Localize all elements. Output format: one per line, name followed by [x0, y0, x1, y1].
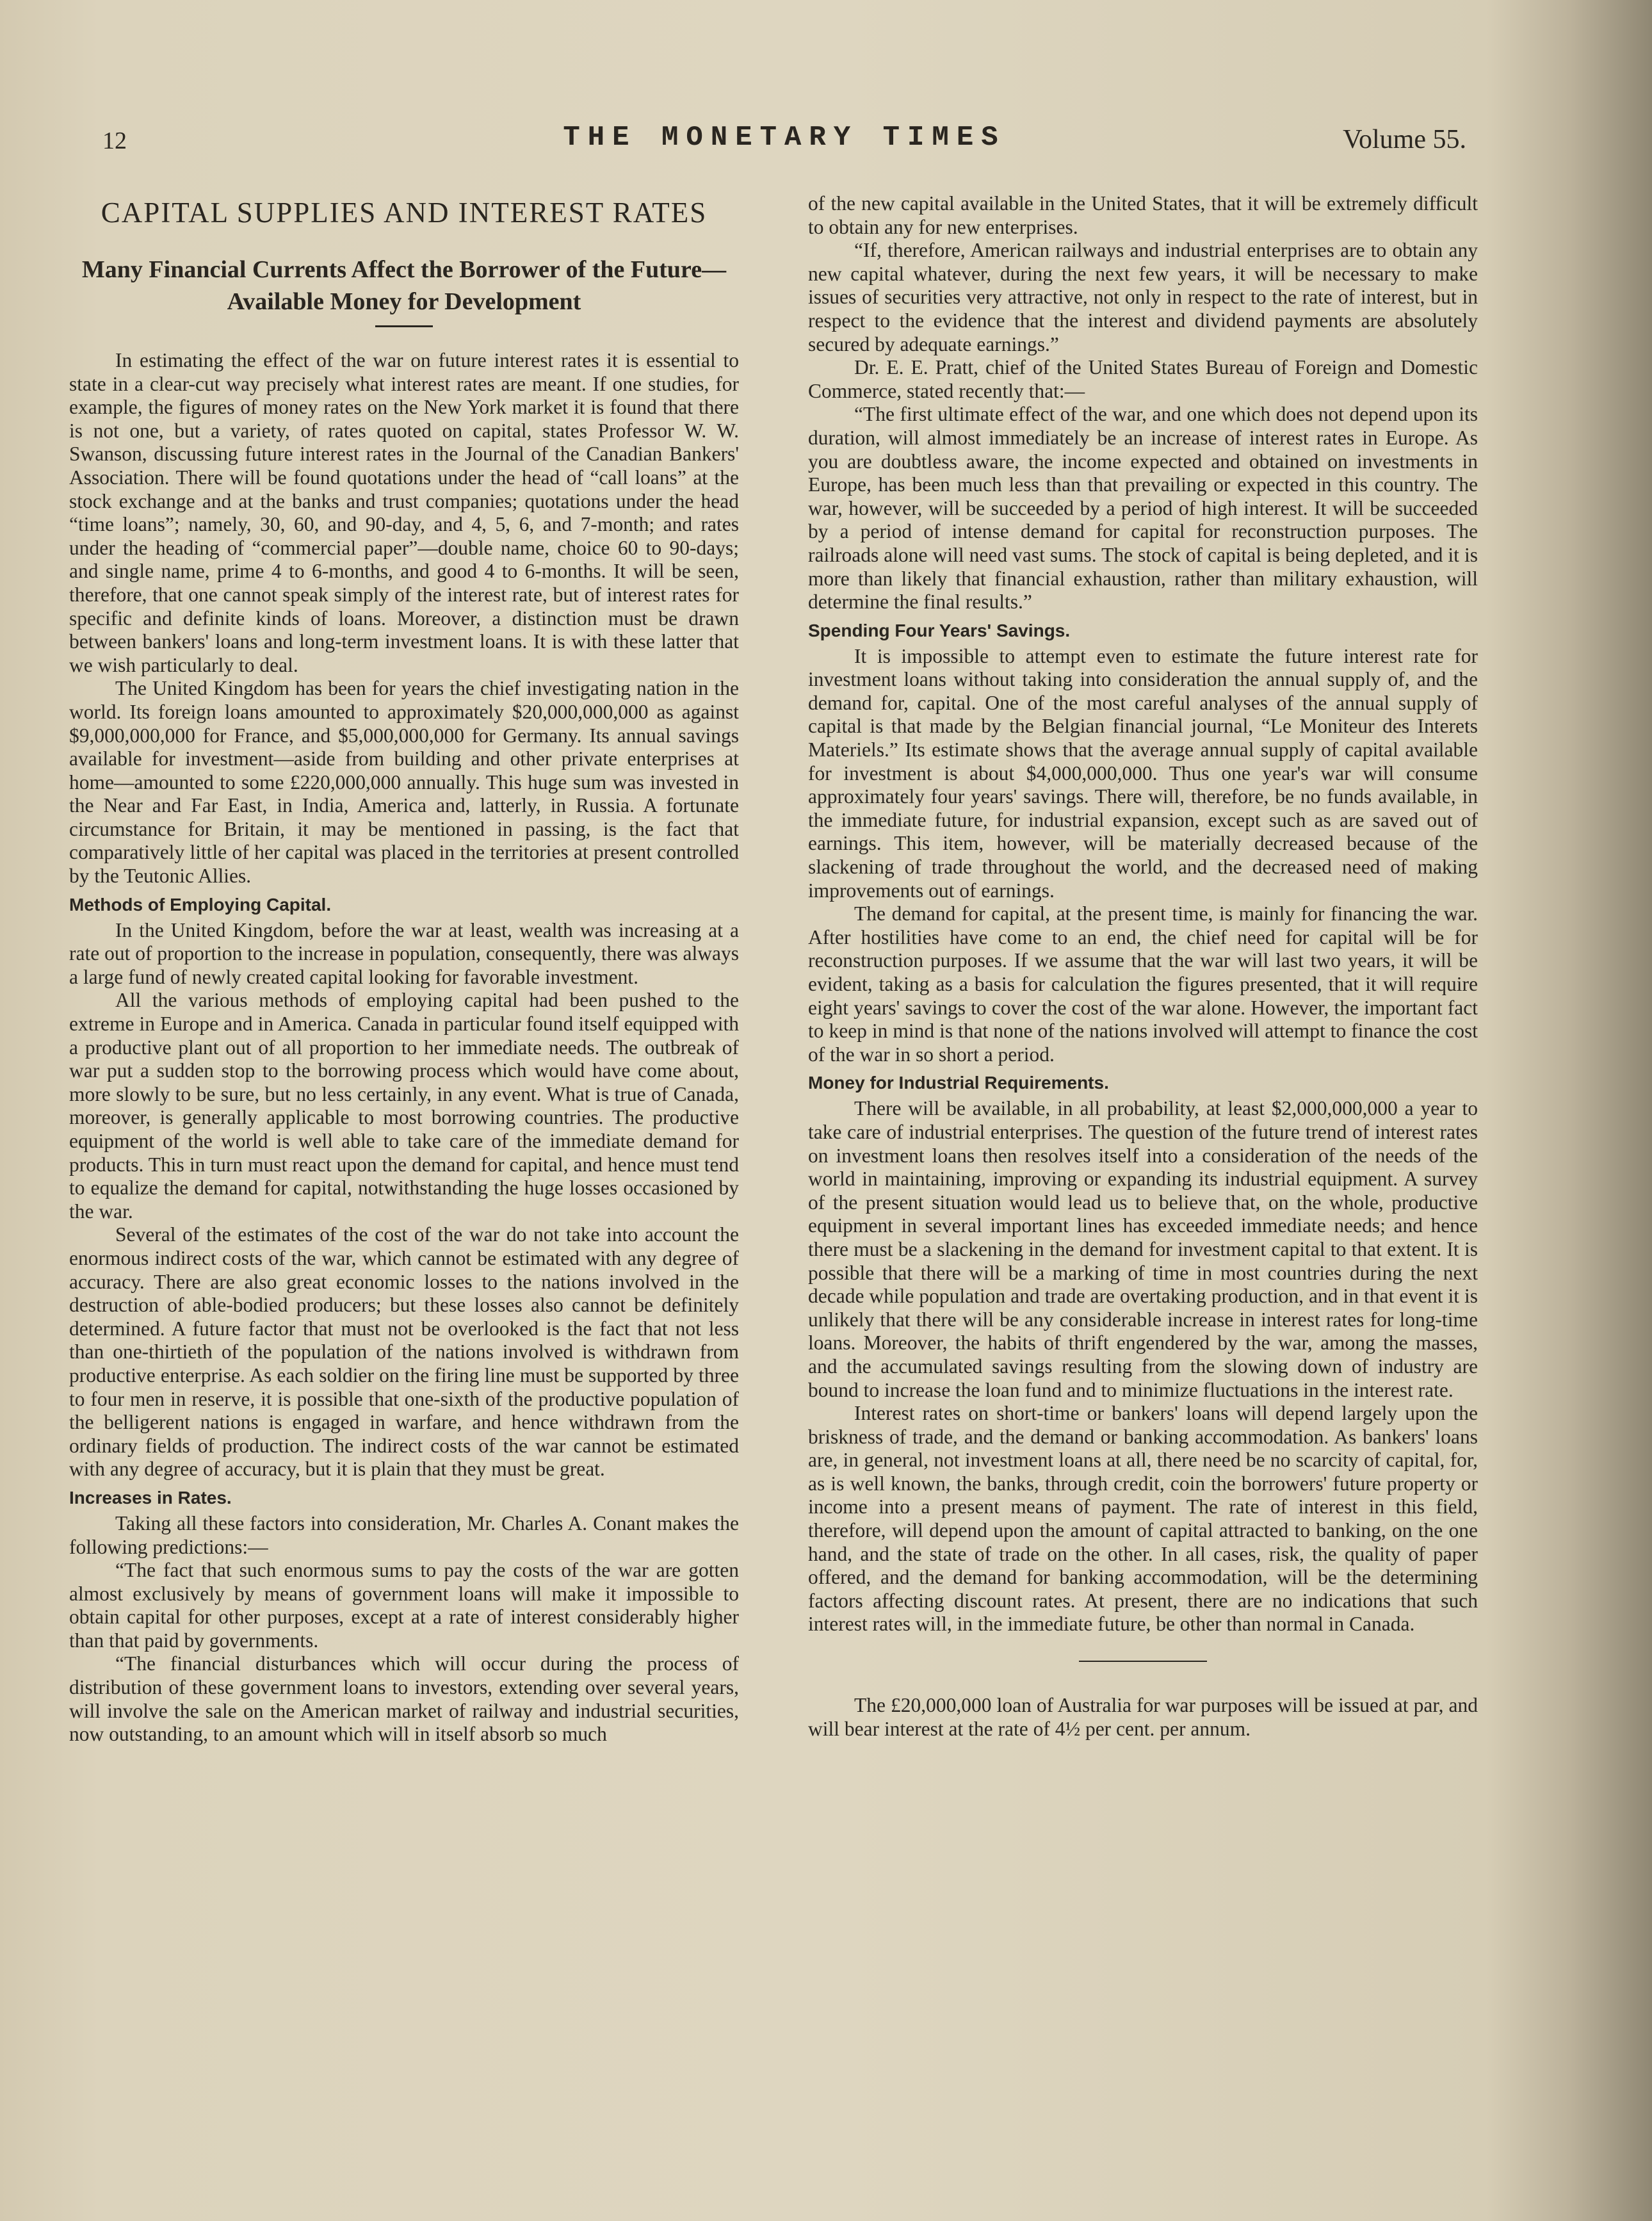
body-paragraph: Several of the estimates of the cost of the war do not take into account the enormous indirect costs of the war, which cannot be estimated with any degree of accuracy. There are also great economic losses to the nations involved in the destruction of able-bodied producers; but these losses also cannot be definitely determined. A future factor that must not be overlooked is the fact that not less than one-thirtieth of the population of the nations involved is withdrawn from productive enterprise. As each soldier on the firing line must be supported by three to four men in reserve, it is possible that one-sixth of the productive population of the belligerent nations is engaged in warfare, and hence withdrawn from the ordinary fields of production. The indirect costs of the war cannot be estimated with any degree of accuracy, but it is plain that they must be great. — [69, 1223, 739, 1481]
journal-title: THE MONETARY TIMES — [563, 122, 1006, 154]
news-note: The £20,000,000 loan of Australia for war purposes will be issued at par, and will bear interest at the rate of 4½ per cent. per annum. — [808, 1694, 1478, 1740]
body-paragraph: Interest rates on short-time or bankers' loans will depend largely upon the briskness of trade, and the demand or banking accommodation. As bankers' loans are, in general, not investment loans at all, there need be no scarcity of capital, for, as is well known, the banks, through credit, coin the borrowers' future property or income into a present means of payment. The rate of interest in this field, therefore, will depend upon the amount of capital attracted to banking, on the one hand, and the state of trade on the other. In all cases, risk, the quality of paper offered, and the demand for banking accommodation, will be the determining factors affecting discount rates. At present, there are no indications that such interest rates will, in the immediate future, be other than normal in Canada. — [808, 1402, 1478, 1636]
section-heading-money: Money for Industrial Requirements. — [808, 1073, 1109, 1093]
continued-paragraph: of the new capital available in the United States, that it will be extremely difficult to obtain any for new enterprises. — [808, 192, 1478, 238]
left-column — [69, 192, 739, 1746]
body-paragraph: In the United Kingdom, before the war at least, wealth was increasing at a rate out of proportion to the increase in population, consequently, there was always a large fund of newly created capital looking for favorable investment. — [69, 918, 739, 988]
right-column — [808, 192, 1478, 1741]
body-paragraph: “The first ultimate effect of the war, and one which does not depend upon its duration, will almost immediately be an increase of interest rates in Europe. As you are doubtless aware, the income expected and obtained on investments in Europe, has been much less than that prevailing or expected in this country. The war, however, will be succeeded by a period of high interest. It will be succeeded by a period of intense demand for capital for reconstruction purposes. The railroads alone will need vast sums. The stock of capital is being depleted, and it is more than likely that financial exhaustion, rather than military exhaustion, will determine the final results.” — [808, 403, 1478, 614]
article-deck: Many Financial Currents Affect the Borrower of the Future—Available Money for Development — [81, 256, 727, 315]
body-paragraph: “If, therefore, American railways and industrial enterprises are to obtain any new capital whatever, during the next few years, it will be necessary to make issues of securities very attractive, not only in respect to the rate of interest, but in respect to the evidence that the interest and dividend payments are absolutely secured by adequate earnings.” — [808, 239, 1478, 355]
body-paragraph: “The fact that such enormous sums to pay the costs of the war are gotten almost exclusively by means of government loans will make it impossible to obtain capital for other purposes, except at a rate of interest considerably higher than that paid by governments. — [69, 1559, 739, 1652]
page-number: 12 — [102, 127, 127, 154]
volume-label: Volume 55. — [1343, 125, 1466, 154]
body-paragraph: Taking all these factors into consideration, Mr. Charles A. Conant makes the following predictions:— — [69, 1511, 739, 1558]
intro-paragraph: The United Kingdom has been for years the chief investigating nation in the world. Its foreign loans amounted to approximately $20,000,000,000 as against $9,000,000,000 for France, and $5,000,000,000 for Germany. Its annual savings available for investment—aside from building and other private enterprises at home—amounted to some £220,000,000 annually. This huge sum was invested in the Near and Far East, in India, America and, latterly, in Russia. A fortunate circumstance for Britain, it may be mentioned in passing, is the fact that comparatively little of her capital was placed in the territories at present controlled by the Teutonic Allies. — [69, 677, 739, 888]
body-paragraph: It is impossible to attempt even to estimate the future interest rate for investment loans without taking into consideration the annual supply of, and the demand for, capital. One of the most careful analyses of the annual supply of capital is that made by the Belgian financial journal, “Le Moniteur des Interets Materiels.” Its estimate shows that the average annual supply of capital available for investment is about $4,000,000,000. Thus one year's war will consume approximately four years' savings. There will, therefore, be no funds available, in the immediate future, for industrial expansion, except such as are saved out of earnings. This item, however, will be materially decreased because of the slackening of trade throughout the world, and the decreased need of making improvements out of earnings. — [808, 644, 1478, 902]
divider-rule — [1079, 1661, 1207, 1662]
section-heading-spending: Spending Four Years' Savings. — [808, 620, 1071, 640]
intro-paragraph: In estimating the effect of the war on future interest rates it is essential to state in a clear-cut way precisely what interest rates are meant. If one studies, for example, the figures of money rates on the New York market it is found that there is not one, but a variety, of rates quoted on capital, states Professor W. W. Swanson, discussing future interest rates in the Journal of the Canadian Bankers' Association. There will be found quotations under the head of “call loans” at the stock exchange and at the banks and trust companies; quotations under the head “time loans”; namely, 30, 60, and 90-day, and 4, 5, 6, and 7-month; and rates under the heading of “commercial paper”—double name, choice 60 to 90-days; and single name, prime 4 to 6-months, and good 4 to 6-months. It will be seen, therefore, that one cannot speak simply of the interest rate, but of interest rates for specific and definite kinds of loans. Moreover, a distinction must be drawn between bankers' loans and long-term investment loans. It is with these latter that we wish particularly to deal. — [69, 349, 739, 676]
body-paragraph: “The financial disturbances which will occur during the process of distribution of these government loans to investors, extending over several years, will involve the sale on the American market of railway and industrial securities, now outstanding, to an amount which will in itself absorb so much — [69, 1652, 739, 1746]
divider-rule — [375, 325, 433, 327]
body-paragraph: The demand for capital, at the present time, is mainly for financing the war. After hostilities have come to an end, the chief need for capital will be for reconstruction purposes. If we assume that the war will last two years, it will be evident, taking as a basis for calculation the figures presented, that it will require eight years' savings to cover the cost of the war alone. However, the important fact to keep in mind is that none of the nations involved will attempt to finance the cost of the war in so short a period. — [808, 902, 1478, 1066]
body-paragraph: All the various methods of employing capital had been pushed to the extreme in Europe and in America. Canada in particular found itself equipped with a productive plant out of all proportion to her immediate needs. The outbreak of war put a sudden stop to the borrowing process which would have come about, more slowly to be sure, but no less certainly, in any event. What is true of Canada, moreover, is generally applicable to most borrowing countries. The productive equipment of the world is well able to take care of the immediate demand for products. This in turn must react upon the demand for capital, and hence must tend to equalize the demand for capital, notwithstanding the huge losses occasioned by the war. — [69, 989, 739, 1223]
page-header — [102, 122, 1466, 160]
body-paragraph: Dr. E. E. Pratt, chief of the United States Bureau of Foreign and Domestic Commerce, stated recently that:— — [808, 356, 1478, 402]
section-heading-increases: Increases in Rates. — [69, 1487, 232, 1508]
body-paragraph: There will be available, in all probability, at least $2,000,000,000 a year to take care of industrial enterprises. The question of the future trend of interest rates on investment loans then resolves itself into a consideration of the needs of the world in maintaining, improving or expanding its industrial equipment. A survey of the present situation would lead us to believe that, on the whole, productive equipment in several important lines has exceeded immediate needs; and hence there must be a slackening in the demand for investment capital to that extent. It is possible that there will be a marking of time in most countries during the next decade while population and trade are overtaking production, and in that event it is unlikely that there will be any considerable increase in interest rates for long-time loans. Moreover, the habits of thrift engendered by the war, among the masses, and the accumulated savings resulting from the slowing down of industry are bound to increase the loan fund and to minimize fluctuations in the interest rate. — [808, 1097, 1478, 1401]
section-heading-methods: Methods of Employing Capital. — [69, 894, 332, 915]
article-title: CAPITAL SUPPLIES AND INTEREST RATES — [101, 197, 708, 229]
